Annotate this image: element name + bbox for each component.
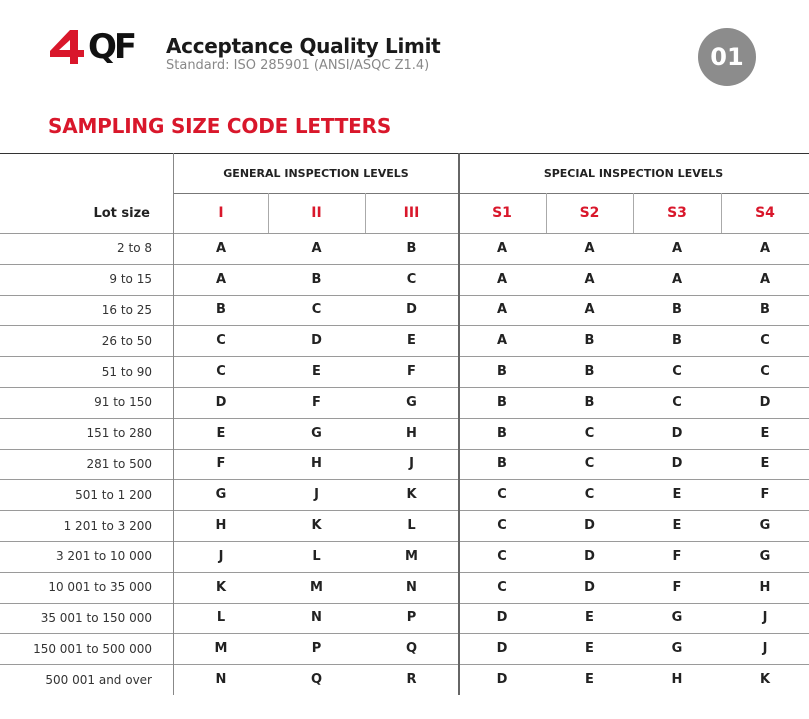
code-letter-cell: C [760,333,770,349]
lot-size-cell: 3 201 to 10 000 [55,549,152,564]
row-divider [0,664,809,665]
level-header-i: I [218,205,224,221]
column-divider [546,193,547,233]
code-letter-cell: B [497,394,507,410]
code-letter-cell: G [671,641,683,657]
code-letter-cell: D [311,333,322,349]
row-divider [0,387,809,388]
code-letter-cell: J [314,487,319,503]
code-letter-cell: A [584,271,595,287]
code-letter-cell: D [671,425,683,441]
lot-size-cell: 500 001 and over [45,672,152,687]
lot-size-cell: 26 to 50 [101,333,152,348]
code-letter-cell: G [671,610,683,626]
code-letter-cell: C [497,579,507,595]
row-divider [0,572,809,573]
code-letter-cell: C [584,456,595,472]
code-letter-cell: F [672,548,682,564]
code-letter-cell: F [672,579,682,595]
code-letter-cell: K [406,487,417,503]
code-letter-cell: D [496,672,508,688]
table-top-rule [0,153,809,154]
code-letter-cell: B [760,302,770,318]
code-letter-cell: B [672,333,682,349]
code-letter-cell: F [760,487,770,503]
code-letter-cell: A [759,240,771,256]
lot-size-cell: 10 001 to 35 000 [48,580,152,595]
page-number-badge: 01 [698,28,756,86]
code-letter-cell: B [584,394,595,410]
code-letter-cell: F [407,364,416,380]
code-letter-cell: G [406,394,417,410]
lot-size-cell: 16 to 25 [101,302,152,317]
code-letter-cell: M [214,641,228,657]
code-letter-cell: L [312,548,321,564]
code-letter-cell: H [671,672,683,688]
code-letter-cell: E [312,364,321,380]
code-letter-cell: N [406,579,417,595]
code-letter-cell: E [585,610,594,626]
row-divider [0,510,809,511]
lot-size-cell: 51 to 90 [101,364,152,379]
code-letter-cell: A [311,240,322,256]
code-letter-cell: M [310,579,323,595]
logo-4-icon [48,30,88,64]
lot-column-divider [173,153,174,695]
code-letter-cell: C [497,548,507,564]
row-divider [0,356,809,357]
code-letter-cell: E [216,425,226,441]
section-title: SAMPLING SIZE CODE LETTERS [48,114,392,138]
code-letter-cell: B [584,333,595,349]
page-header [0,0,809,100]
code-letter-cell: N [215,672,227,688]
lot-size-cell: 35 001 to 150 000 [40,610,152,625]
code-letter-cell: C [584,425,595,441]
code-letter-cell: K [759,672,771,688]
code-letter-cell: C [672,394,682,410]
row-divider [0,603,809,604]
page-subtitle: Standard: ISO 285901 (ANSI/ASQC Z1.4) [166,58,430,73]
code-letter-cell: A [215,271,227,287]
code-letter-cell: H [215,518,227,534]
row-divider [0,233,809,234]
code-letter-cell: J [762,610,768,626]
code-letter-cell: C [672,364,682,380]
code-letter-cell: E [760,425,770,441]
code-letter-cell: D [584,579,595,595]
level-header-s3: S3 [667,205,687,221]
code-letter-cell: Q [405,641,418,657]
code-letter-cell: R [406,672,417,688]
code-letter-cell: B [672,302,682,318]
page-title: Acceptance Quality Limit [166,34,441,58]
code-letter-cell: L [216,610,226,626]
code-letter-cell: J [218,548,224,564]
code-letter-cell: F [216,456,226,472]
code-letter-cell: B [584,364,595,380]
code-letter-cell: G [311,425,322,441]
code-letter-cell: C [584,487,595,503]
code-letter-cell: K [311,518,322,534]
code-letter-cell: B [406,240,417,256]
column-divider [365,193,366,233]
code-letter-cell: J [762,641,768,657]
row-divider [0,479,809,480]
code-letter-cell: G [759,518,771,534]
code-letter-cell: A [671,240,683,256]
code-letter-cell: L [407,518,416,534]
code-letter-cell: K [215,579,227,595]
code-letter-cell: A [496,333,508,349]
row-divider [0,633,809,634]
column-divider [633,193,634,233]
code-letter-cell: D [759,394,771,410]
lot-size-cell: 151 to 280 [86,426,152,441]
code-letter-cell: H [759,579,771,595]
aqf-logo [48,27,135,67]
group-header-rule [174,193,809,194]
code-letter-cell: B [497,425,507,441]
level-header-ii: II [311,205,322,221]
code-letter-cell: D [406,302,417,318]
row-divider [0,541,809,542]
code-letter-cell: F [312,394,321,410]
code-letter-cell: P [311,641,322,657]
code-letter-cell: C [760,364,770,380]
code-letter-cell: E [585,672,594,688]
code-letter-cell: C [497,487,507,503]
code-letter-cell: E [760,456,770,472]
code-letter-cell: A [215,240,227,256]
lot-size-cell: 9 to 15 [109,272,152,287]
code-letter-cell: G [215,487,227,503]
general-special-divider [458,153,460,695]
row-divider [0,449,809,450]
column-divider [721,193,722,233]
code-letter-cell: B [497,456,507,472]
lot-size-header: Lot size [93,205,150,221]
code-letter-cell: N [311,610,322,626]
code-letter-cell: C [497,518,507,534]
code-letter-cell: D [215,394,227,410]
lot-size-cell: 91 to 150 [94,395,152,410]
lot-size-cell: 1 201 to 3 200 [63,518,152,533]
code-letter-cell: G [759,548,771,564]
code-letter-cell: J [409,456,414,472]
code-letter-cell: H [406,425,417,441]
code-letter-cell: C [216,364,226,380]
code-letter-cell: D [496,610,508,626]
logo-text: QF [88,27,135,67]
row-divider [0,325,809,326]
code-letter-cell: D [584,548,595,564]
level-header-s4: S4 [755,205,775,221]
row-divider [0,418,809,419]
code-letter-cell: A [496,240,508,256]
level-header-iii: III [403,205,420,221]
code-letter-cell: D [671,456,683,472]
code-letter-cell: A [496,302,508,318]
general-levels-header: GENERAL INSPECTION LEVELS [223,166,409,180]
code-letter-cell: A [671,271,683,287]
code-letter-cell: D [496,641,508,657]
row-divider [0,295,809,296]
code-letter-cell: H [311,456,322,472]
lot-size-cell: 2 to 8 [117,241,152,256]
code-letter-cell: C [216,333,226,349]
code-letter-cell: E [672,518,682,534]
code-letter-cell: A [584,302,595,318]
code-letter-cell: B [216,302,226,318]
code-letter-cell: D [584,518,595,534]
code-letter-cell: A [496,271,508,287]
code-letter-cell: A [584,240,595,256]
code-letter-cell: E [585,641,594,657]
code-letter-cell: M [405,548,418,564]
level-header-s2: S2 [579,205,600,221]
code-letter-cell: C [406,271,417,287]
column-divider [268,193,269,233]
code-letter-cell: E [672,487,682,503]
code-letter-cell: A [759,271,771,287]
lot-size-cell: 501 to 1 200 [75,487,152,502]
row-divider [0,264,809,265]
code-letter-cell: E [407,333,416,349]
code-letter-cell: B [497,364,507,380]
code-letter-cell: B [311,271,322,287]
code-letter-cell: P [406,610,417,626]
level-header-s1: S1 [492,205,512,221]
lot-size-cell: 281 to 500 [86,456,152,471]
lot-size-cell: 150 001 to 500 000 [33,641,152,656]
special-levels-header: SPECIAL INSPECTION LEVELS [543,166,724,180]
code-letter-cell: C [311,302,322,318]
code-letter-cell: Q [310,672,323,688]
